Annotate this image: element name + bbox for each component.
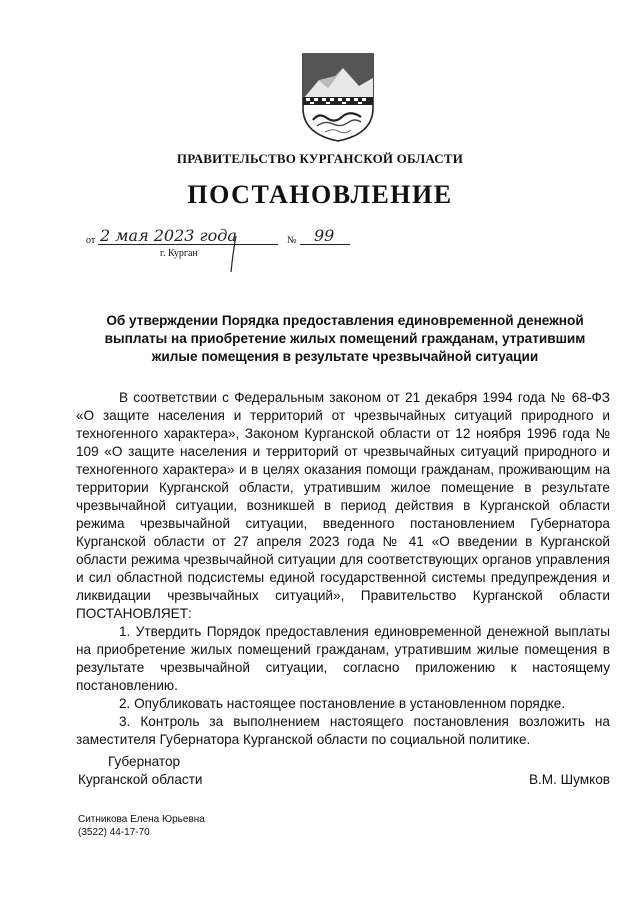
document-title <box>80 312 610 366</box>
resolution-item-1: 1. Утвердить Порядок предоставления единовременной денежной выплаты на приобретение жилых помещений гражданам, утратившим жилые помещения в результате чрезвычайной ситуации, согласно приложению к настоящему постановлению. <box>76 624 610 693</box>
document-details <box>86 226 386 276</box>
handwritten-number: 99 <box>314 226 335 245</box>
position-line-1: Губернатор <box>108 754 181 769</box>
coat-of-arms-emblem <box>299 50 377 144</box>
document-type-heading: ПОСТАНОВЛЕНИЕ <box>187 180 453 209</box>
handwritten-date: 2 мая 2023 года <box>100 226 237 245</box>
title-line: Об утверждении Порядка предоставления единовременной денежной <box>106 313 584 328</box>
number-prefix: № <box>287 235 297 246</box>
title-line: жилые помещения в результате чрезвычайной ситуации <box>151 349 539 364</box>
executor-name: Ситникова Елена Юрьевна <box>78 814 205 825</box>
resolution-item-3: 3. Контроль за выполнением настоящего постановления возложить на заместителя Губернатора Курганской области по социальной политике. <box>76 714 610 747</box>
position-line-2: Курганской области <box>78 772 203 787</box>
date-underline <box>98 244 278 245</box>
title-line: выплаты на приобретение жилых помещений гражданам, утратившим <box>104 331 586 346</box>
place-of-issue: г. Курган <box>160 248 198 259</box>
document-body <box>76 389 610 749</box>
signatory-position <box>78 753 203 789</box>
government-name: ПРАВИТЕЛЬСТВО КУРГАНСКОЙ ОБЛАСТИ <box>176 151 464 166</box>
handwritten-stroke <box>227 234 239 274</box>
number-underline <box>300 244 350 245</box>
resolution-item-2: 2. Опубликовать настоящее постановление в установленном порядке. <box>119 696 566 711</box>
executor-phone: (3522) 44-17-70 <box>78 827 150 838</box>
date-prefix: от <box>86 235 96 246</box>
signatory-name: В.М. Шумков <box>528 772 610 787</box>
preamble-paragraph: В соответствии с Федеральным законом от 21 декабря 1994 года № 68-ФЗ «О защите населения и территорий от чрезвычайных ситуаций природного и техногенного характера», Законом Курганской области от 12 ноября 1996 года № 109 «О защите населения и территорий от чрезвычайных ситуаций природного и техногенного характера» и в целях оказания помощи гражданам, проживающим на территории Курганской области, утратившим жилое помещение в результате чрезвычайной ситуации, возникшей в период действия в Курганской области режима чрезвычайной ситуации, введенного постановлением Губернатора Курганской области от 27 апреля 2023 года № 41 «О введении в Курганской области режима чрезвычайной ситуации для соответствующих органов управления и сил областной подсистемы единой государственной системы предупреждения и ликвидации чрезвычайных ситуаций», Правительство Курганской области ПОСТАНОВЛЯЕТ: <box>76 390 610 621</box>
executor-info <box>78 813 205 839</box>
